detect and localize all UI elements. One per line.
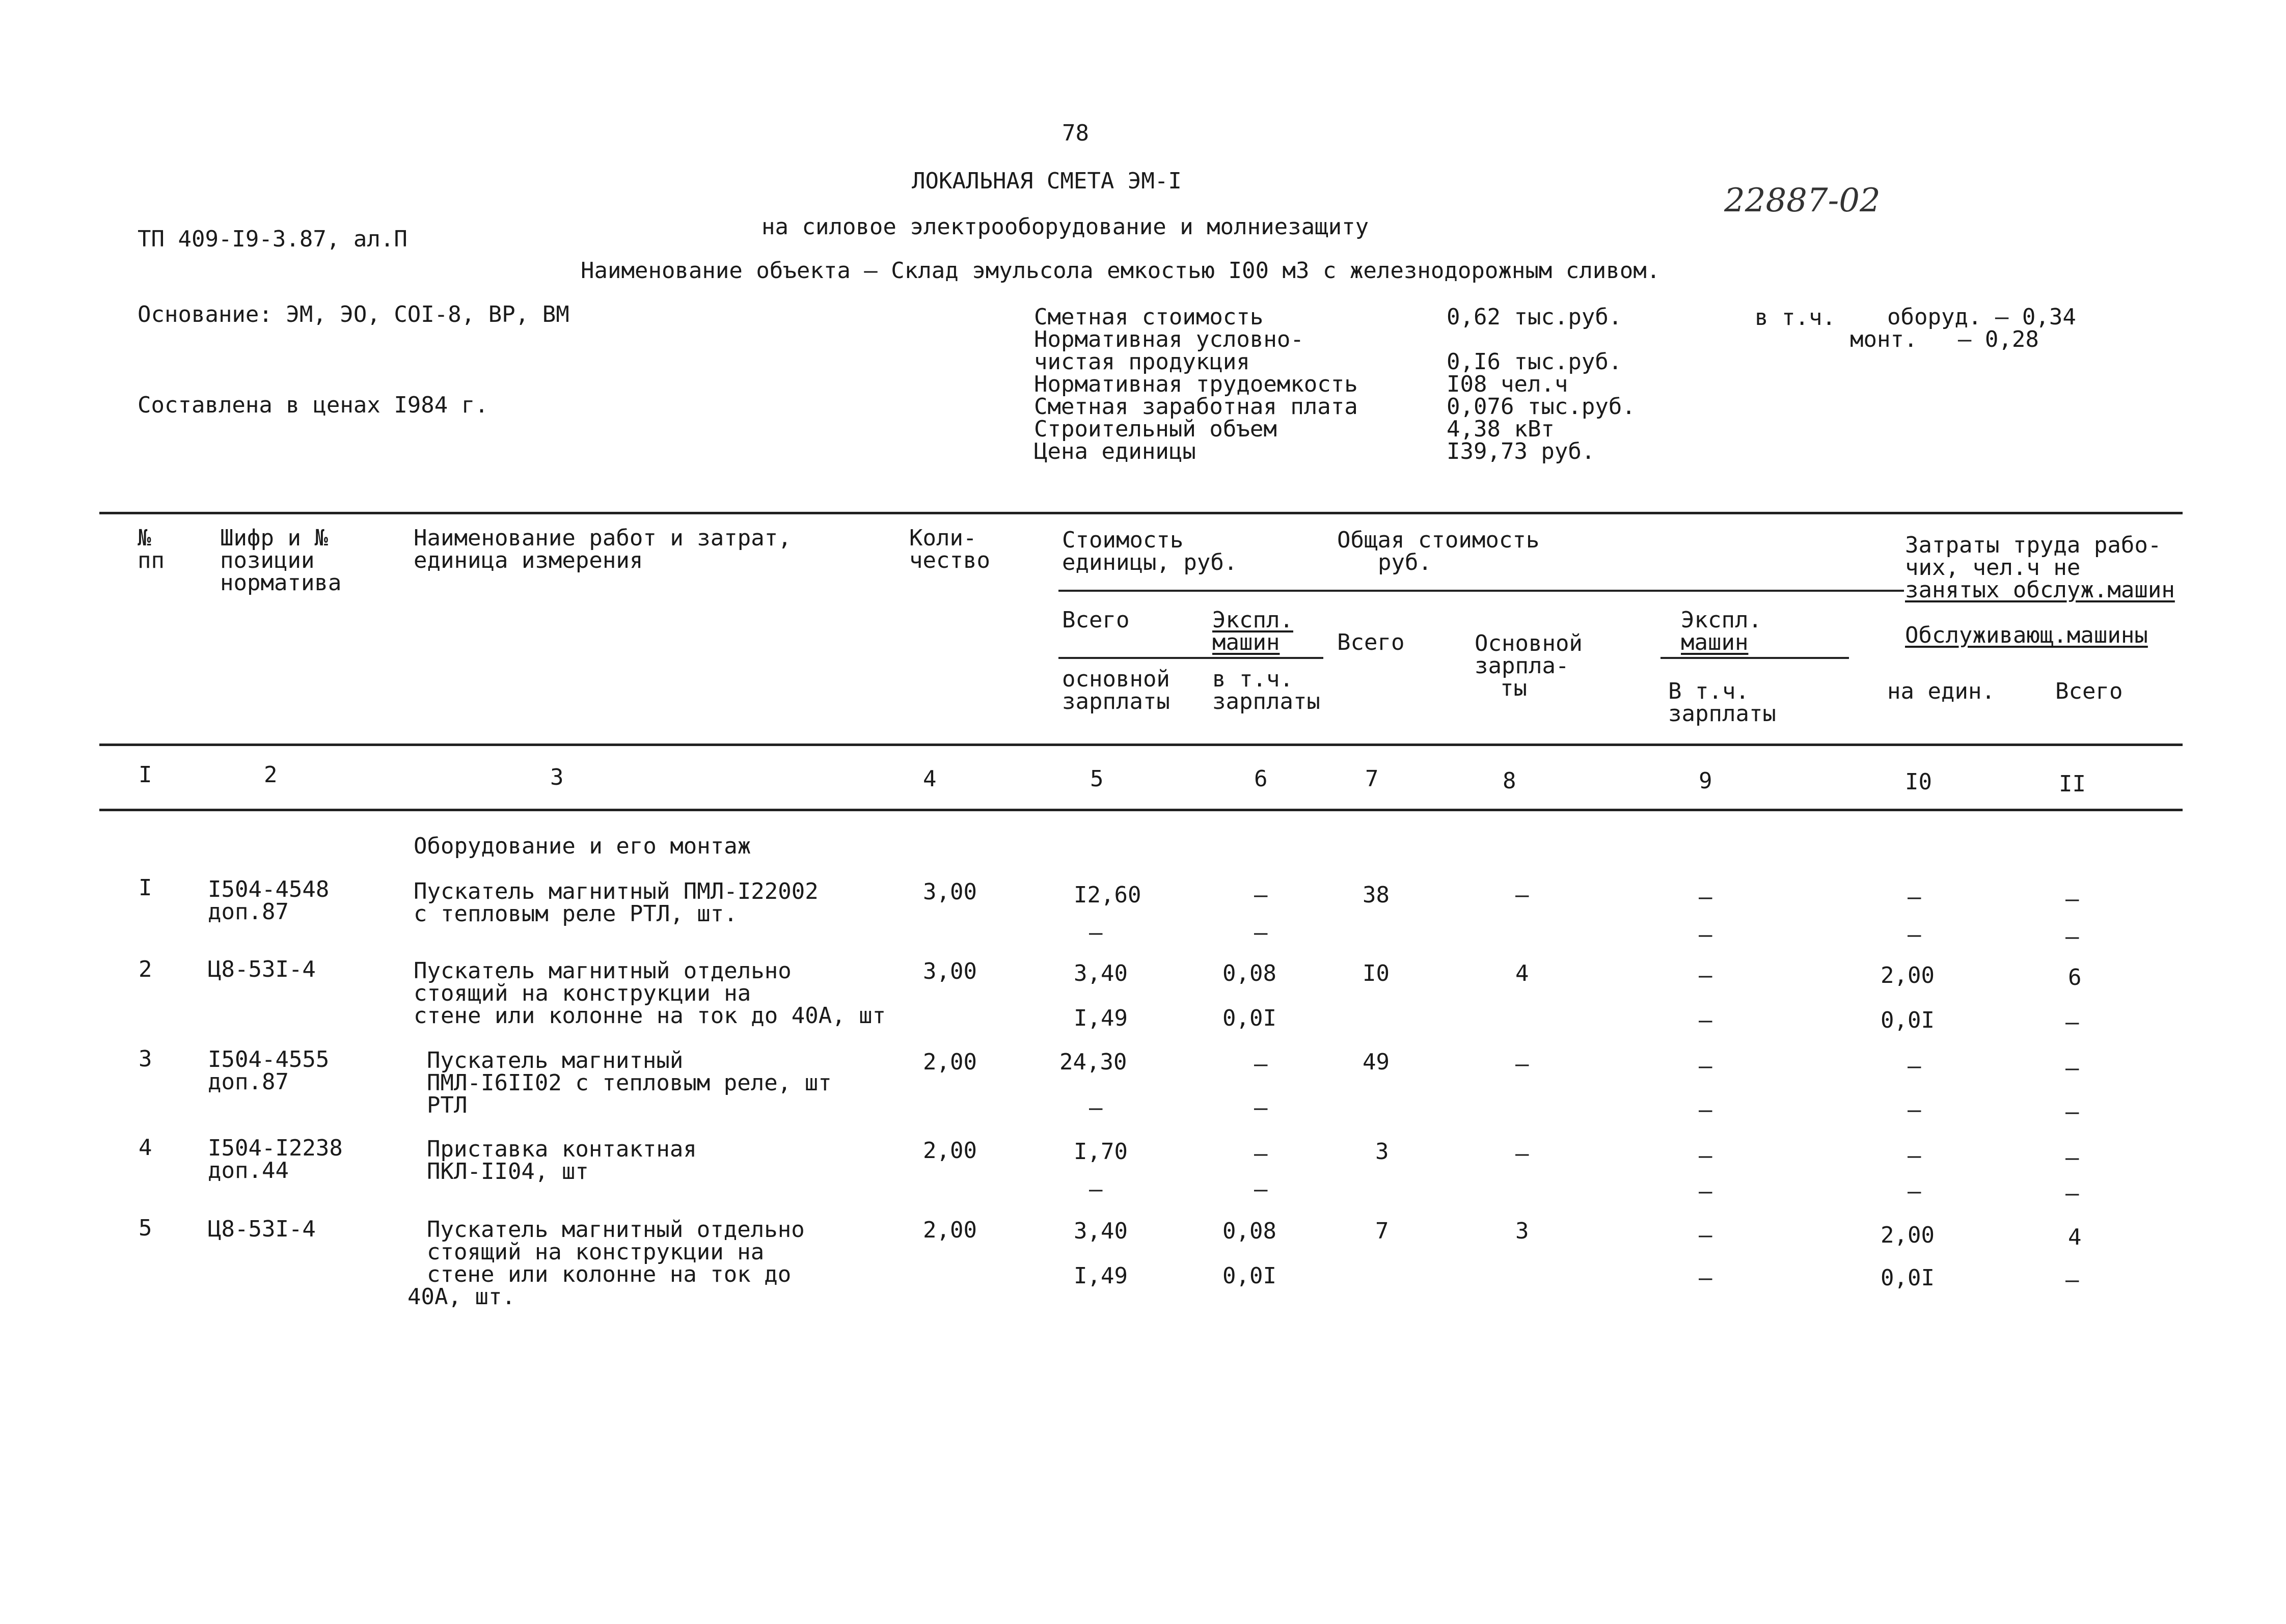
- page-number: 78: [1062, 120, 1089, 146]
- row-c5: –: [1089, 1095, 1103, 1121]
- header-num: пп: [138, 547, 165, 573]
- row-c7: 38: [1363, 882, 1390, 908]
- row-c9: –: [1699, 1178, 1712, 1204]
- row-code: Ц8-53I-4: [208, 1216, 316, 1242]
- object-name: Наименование объекта – Склад эмульсола емкостью I00 м3 с железнодорожным сливом.: [581, 258, 1661, 284]
- row-c7: I0: [1363, 960, 1390, 986]
- row-name: ПКЛ-II04, шт: [427, 1159, 589, 1185]
- summary-value: 0,62 тыс.руб.: [1447, 304, 1622, 330]
- summary-label: Нормативная условно-: [1034, 326, 1304, 352]
- header-labor: Затраты труда рабо-: [1905, 532, 2162, 558]
- row-c10: 0,0I: [1881, 1007, 1935, 1033]
- basis-line: Основание: ЭМ, ЭО, СОI-8, ВР, ВМ: [138, 301, 569, 327]
- row-c10: –: [1908, 884, 1921, 910]
- row-c11: –: [2065, 1099, 2079, 1125]
- row-number: I: [139, 875, 152, 901]
- row-c6: –: [1254, 1176, 1268, 1202]
- handwritten-number: 22887-02: [1724, 182, 1881, 219]
- row-number: 2: [139, 956, 152, 982]
- row-code: I504-4555: [208, 1047, 330, 1072]
- col-number: 6: [1254, 766, 1268, 792]
- summary-value: 0,I6 тыс.руб.: [1447, 349, 1622, 375]
- col-number: I: [139, 762, 152, 788]
- summary-label: Сметная заработная плата: [1034, 394, 1358, 420]
- row-c7: 49: [1363, 1049, 1390, 1075]
- header-sub-machines1: машин: [1212, 629, 1280, 655]
- row-c7: 7: [1375, 1218, 1389, 1244]
- row-c11: 6: [2068, 965, 2082, 990]
- header-sub-incl-salary1: в т.ч.: [1212, 666, 1293, 692]
- row-code: I504-4548: [208, 876, 330, 902]
- row-name: стене или колонне на ток до: [427, 1261, 792, 1287]
- header-sub-main-salary: ты: [1500, 675, 1527, 701]
- row-name: ПМЛ-I6II02 с тепловым реле, шт: [427, 1070, 832, 1096]
- row-c5: I,49: [1074, 1263, 1128, 1289]
- document-subtitle: на силовое электрооборудование и молниезащиту: [761, 214, 1369, 240]
- row-c10: 2,00: [1881, 1222, 1935, 1248]
- incl-label: в т.ч.: [1755, 305, 1836, 331]
- row-c11: –: [2065, 1145, 2079, 1171]
- row-name: РТЛ: [427, 1092, 468, 1118]
- row-c9: –: [1699, 962, 1712, 988]
- row-c6: –: [1254, 1095, 1268, 1121]
- header-sub-total2: Всего: [1337, 629, 1405, 655]
- row-c10: 2,00: [1881, 962, 1935, 988]
- header-sub-total1: Всего: [1062, 607, 1130, 633]
- header-num: №: [138, 525, 151, 551]
- header-qty: чество: [909, 547, 990, 573]
- col-number: I0: [1905, 769, 1932, 795]
- row-name: 40А, шт.: [407, 1284, 515, 1310]
- header-unit-cost: Стоимость: [1062, 527, 1184, 553]
- row-c11: –: [2065, 1267, 2079, 1293]
- row-c8: –: [1515, 882, 1529, 908]
- row-c7: 3: [1375, 1139, 1389, 1165]
- header-sub-rule: [1661, 657, 1849, 659]
- row-c10: –: [1908, 1097, 1921, 1123]
- header-sub-machines2: Экспл.: [1681, 607, 1762, 633]
- row-qty: 3,00: [923, 879, 977, 905]
- header-sub-main-salary: Основной: [1475, 630, 1583, 656]
- row-name: Пускатель магнитный отдельно: [427, 1217, 805, 1243]
- row-c9: –: [1699, 1143, 1712, 1169]
- header-name: единица измерения: [414, 547, 643, 573]
- row-c11: –: [2065, 886, 2079, 912]
- row-c9: –: [1699, 1007, 1712, 1033]
- summary-label: Сметная стоимость: [1034, 304, 1264, 330]
- row-name: стоящий на конструкции на: [414, 980, 751, 1006]
- col-number: 9: [1699, 768, 1712, 794]
- row-c6: –: [1254, 1141, 1268, 1167]
- row-c10: –: [1908, 1143, 1921, 1169]
- row-qty: 2,00: [923, 1138, 977, 1164]
- prices-line: Составлена в ценах I984 г.: [138, 392, 488, 418]
- row-c5: I,70: [1074, 1139, 1128, 1165]
- col-number: 7: [1365, 766, 1379, 792]
- row-number: 4: [139, 1135, 152, 1161]
- column-numbers-rule: [99, 809, 2183, 811]
- summary-label: чистая продукция: [1034, 349, 1250, 375]
- row-c5: –: [1089, 920, 1103, 946]
- row-c5: I,49: [1074, 1005, 1128, 1031]
- row-name: Пускатель магнитный: [427, 1048, 684, 1074]
- row-c6: 0,08: [1222, 960, 1276, 986]
- col-number: 3: [550, 764, 564, 790]
- row-code: доп.44: [208, 1158, 289, 1183]
- summary-value: I08 чел.ч: [1447, 371, 1568, 397]
- row-c5: 24,30: [1059, 1049, 1127, 1075]
- row-c8: –: [1515, 1051, 1529, 1077]
- row-code: Ц8-53I-4: [208, 956, 316, 982]
- header-unit-cost: единицы, руб.: [1062, 549, 1238, 575]
- row-c11: 4: [2068, 1224, 2082, 1250]
- table-top-rule: [99, 512, 2183, 514]
- row-number: 5: [139, 1215, 152, 1241]
- summary-value: 0,076 тыс.руб.: [1447, 394, 1636, 420]
- summary-label: Цена единицы: [1034, 438, 1196, 464]
- row-c11: –: [2065, 1009, 2079, 1035]
- header-sub-incl-salary2: зарплаты: [1668, 701, 1776, 727]
- row-c11: –: [2065, 924, 2079, 950]
- row-c10: –: [1908, 1178, 1921, 1204]
- header-code: норматива: [220, 570, 342, 596]
- header-sub-incl-salary2: В т.ч.: [1668, 678, 1749, 704]
- row-code: доп.87: [208, 899, 289, 925]
- row-name: Пускатель магнитный ПМЛ-I22002: [414, 878, 819, 904]
- row-number: 3: [139, 1046, 152, 1072]
- header-bottom-rule: [99, 744, 2183, 746]
- incl-line: монт. – 0,28: [1850, 326, 2039, 352]
- row-c5: 3,40: [1074, 1218, 1128, 1244]
- row-c9: –: [1699, 1265, 1712, 1291]
- section-title: Оборудование и его монтаж: [414, 833, 751, 859]
- row-c9: –: [1699, 884, 1712, 910]
- row-qty: 3,00: [923, 958, 977, 984]
- col-number: II: [2059, 771, 2086, 797]
- doc-code: ТП 409-I9-3.87, ал.П: [138, 226, 407, 252]
- col-number: 4: [923, 766, 937, 792]
- header-total-cost: руб.: [1378, 549, 1432, 575]
- incl-line: оборуд. – 0,34: [1887, 304, 2076, 330]
- row-c9: –: [1699, 1097, 1712, 1123]
- row-c9: –: [1699, 1222, 1712, 1248]
- row-c5: 3,40: [1074, 960, 1128, 986]
- row-c6: 0,08: [1222, 1218, 1276, 1244]
- row-c10: 0,0I: [1881, 1265, 1935, 1291]
- row-c10: –: [1908, 922, 1921, 948]
- row-qty: 2,00: [923, 1217, 977, 1243]
- header-name: Наименование работ и затрат,: [414, 525, 792, 551]
- header-sub-rule: [1058, 657, 1323, 659]
- row-c11: –: [2065, 1055, 2079, 1081]
- row-name: с тепловым реле РТЛ, шт.: [414, 901, 738, 927]
- col-number: 2: [264, 762, 278, 788]
- header-labor: чих, чел.ч не: [1905, 555, 2081, 581]
- header-sub-service: Обслуживающ.машины: [1905, 622, 2148, 648]
- header-code: позиции: [220, 547, 315, 573]
- row-c5: –: [1089, 1176, 1103, 1202]
- header-sub-incl-salary1: зарплаты: [1212, 689, 1320, 714]
- row-c5: I2,60: [1074, 882, 1141, 908]
- header-sub-machines2: машин: [1681, 629, 1749, 655]
- header-sub-base-salary: зарплаты: [1062, 689, 1170, 714]
- row-qty: 2,00: [923, 1049, 977, 1075]
- header-sub-rule: [1058, 590, 1904, 592]
- header-code: Шифр и №: [220, 525, 328, 551]
- row-c10: –: [1908, 1053, 1921, 1079]
- summary-label: Строительный объем: [1034, 416, 1277, 442]
- header-sub-total3: Всего: [2055, 678, 2123, 704]
- row-c6: –: [1254, 882, 1268, 908]
- header-qty: Коли-: [909, 525, 977, 551]
- row-name: Приставка контактная: [427, 1136, 697, 1162]
- row-name: стене или колонне на ток до 40А, шт: [414, 1003, 886, 1029]
- header-sub-main-salary: зарпла-: [1475, 653, 1569, 679]
- row-name: стоящий на конструкции на: [427, 1239, 765, 1265]
- row-c8: 4: [1515, 960, 1529, 986]
- col-number: 5: [1090, 766, 1104, 792]
- summary-value: 4,38 кВт: [1447, 416, 1555, 442]
- row-name: Пускатель магнитный отдельно: [414, 958, 792, 984]
- row-c9: –: [1699, 1053, 1712, 1079]
- summary-value: I39,73 руб.: [1447, 438, 1595, 464]
- row-c6: 0,0I: [1222, 1263, 1276, 1289]
- row-c8: 3: [1515, 1218, 1529, 1244]
- header-sub-machines1: Экспл.: [1212, 607, 1293, 633]
- row-c6: –: [1254, 920, 1268, 946]
- document-title: ЛОКАЛЬНАЯ СМЕТА ЭМ-I: [912, 168, 1182, 194]
- header-total-cost: Общая стоимость: [1337, 527, 1540, 553]
- header-sub-base-salary: основной: [1062, 666, 1170, 692]
- summary-label: Нормативная трудоемкость: [1034, 371, 1358, 397]
- row-c6: –: [1254, 1051, 1268, 1077]
- row-c6: 0,0I: [1222, 1005, 1276, 1031]
- col-number: 8: [1503, 768, 1516, 794]
- row-c8: –: [1515, 1141, 1529, 1167]
- row-code: I504-I2238: [208, 1135, 343, 1161]
- header-sub-per-unit: на един.: [1887, 678, 1995, 704]
- row-c11: –: [2065, 1180, 2079, 1206]
- row-code: доп.87: [208, 1069, 289, 1095]
- header-labor: занятых обслуж.машин: [1905, 577, 2175, 603]
- row-c9: –: [1699, 922, 1712, 948]
